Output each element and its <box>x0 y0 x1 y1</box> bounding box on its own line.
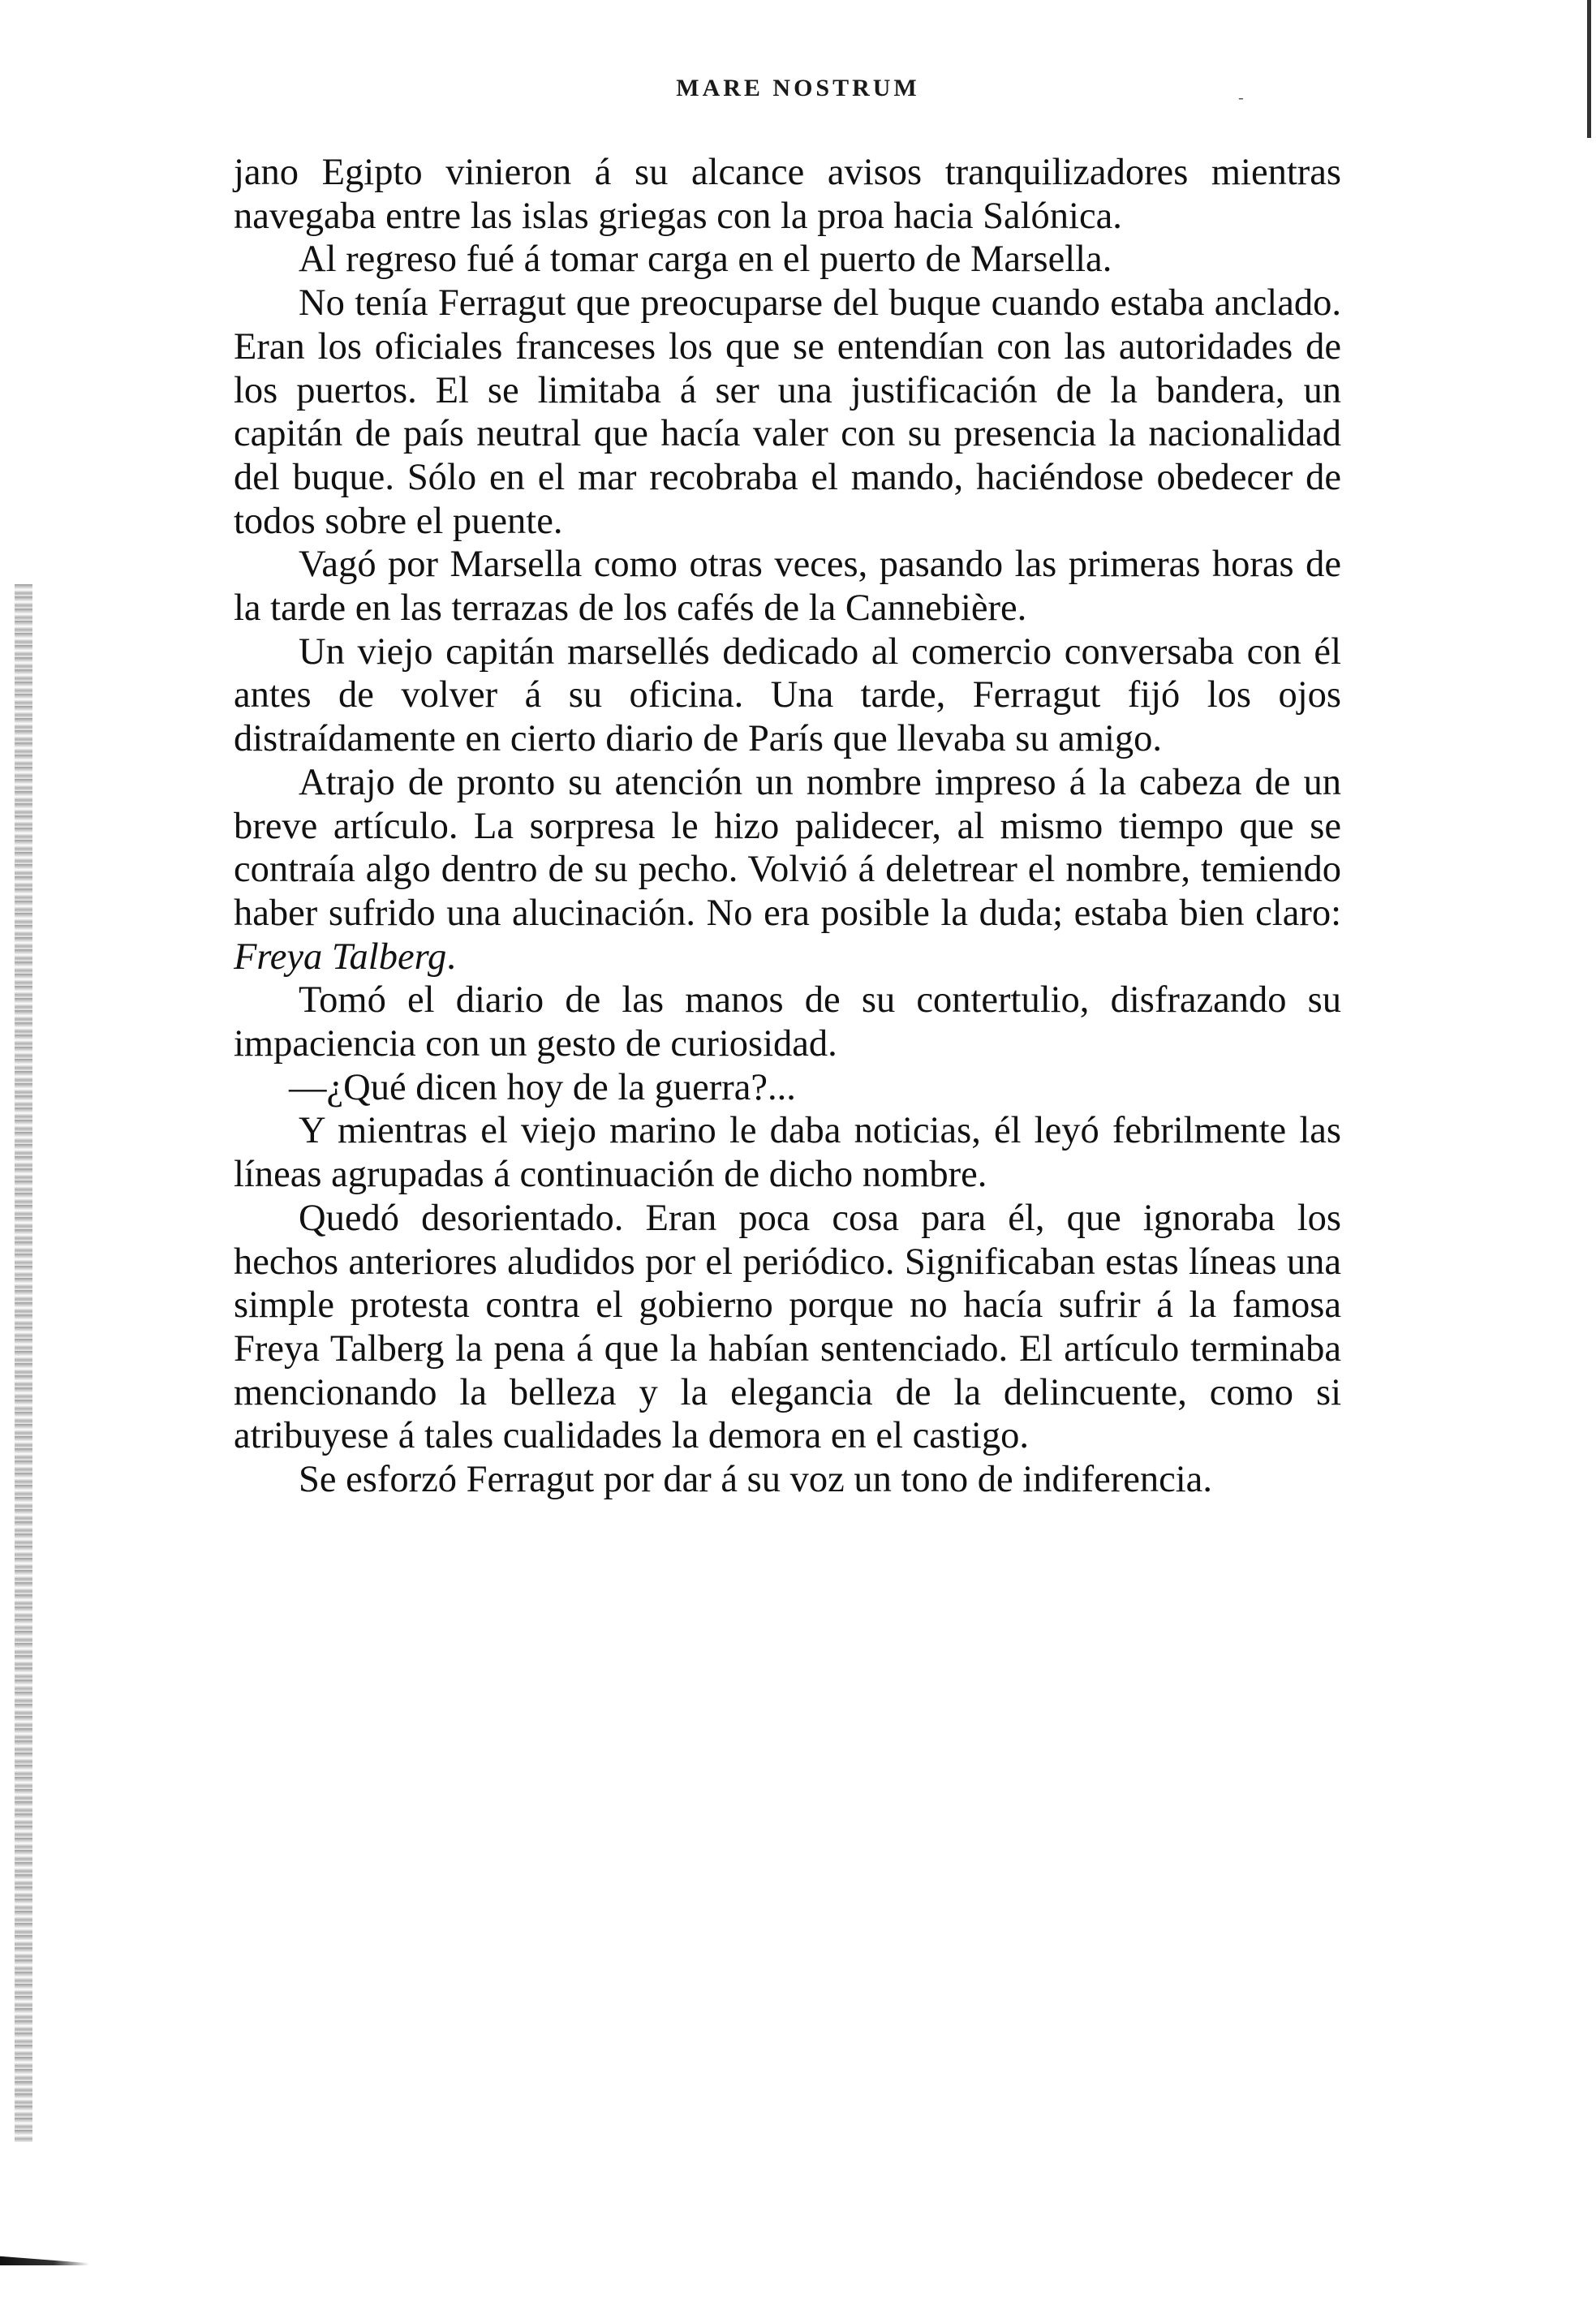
scan-edge-artifact <box>15 584 32 2142</box>
paragraph: No tenía Ferragut que preocuparse del buque cuando estaba anclado. Eran los oficiales franceses los que se entendían con las autoridades de los puertos. El se limitaba á ser una justificación de la bandera, un capitán de país neutral que hacía valer con su presencia la nacionalidad del buque. Sólo en el mar recobraba el mando, haciéndose obedecer de todos sobre el puente. <box>234 282 1341 542</box>
paragraph: Al regreso fué á tomar carga en el puerto de Marsella. <box>299 239 1112 281</box>
paragraph: Quedó desorientado. Eran poca cosa para él, que ignoraba los hechos anteriores aludidos por el periódico. Significaban estas líneas una simple protesta contra el gobierno porque no hacía sufrir á la famosa Freya Talberg la pena á que la habían sentenciado. El artículo terminaba mencionando la belleza y la elegancia de la delincuente, como si atribuyese á tales cualidades la demora en el castigo. <box>234 1197 1341 1457</box>
paragraph: Un viejo capitán marsellés dedicado al comercio conversaba con él antes de volver á su oficina. Una tarde, Ferragut fijó los ojos distraídamente en cierto diario de París que llevaba su amigo. <box>234 630 1341 760</box>
stray-mark: - <box>1238 88 1244 107</box>
paragraph-end: . <box>446 936 456 978</box>
paragraph-with-name <box>234 761 1341 979</box>
running-title: MARE NOSTRUM <box>676 75 920 101</box>
dialogue-line: —¿Qué dicen hoy de la guerra?... <box>289 1066 796 1108</box>
paragraph-text: Atrajo de pronto su atención un nombre impreso á la cabeza de un breve artículo. La sorpresa le hizo palidecer, al mismo tiempo que se contraía algo dentro de su pecho. Volvió á deletrear el nombre, temiendo haber sufrido una alucinación. No era posible la duda; estaba bien claro: <box>234 761 1341 934</box>
paragraph: Tomó el diario de las manos de su contertulio, disfrazando su impaciencia con un gesto de curiosidad. <box>234 979 1341 1065</box>
paragraph: jano Egipto vinieron á su alcance avisos tranquilizadores mientras navegaba entre las islas griegas con la proa hacia Salónica. <box>234 152 1341 237</box>
body-text <box>234 151 1341 1502</box>
scan-corner-artifact <box>0 2254 89 2265</box>
paragraph: Vagó por Marsella como otras veces, pasando las primeras horas de la tarde en las terrazas de los cafés de la Cannebière. <box>234 544 1341 630</box>
paragraph: Y mientras el viejo marino le daba noticias, él leyó febrilmente las líneas agrupadas á continuación de dicho nombre. <box>234 1110 1341 1196</box>
italic-name: Freya Talberg <box>234 936 447 978</box>
scan-edge-line <box>1587 0 1591 138</box>
paragraph: Se esforzó Ferragut por dar á su voz un tono de indiferencia. <box>299 1459 1212 1501</box>
